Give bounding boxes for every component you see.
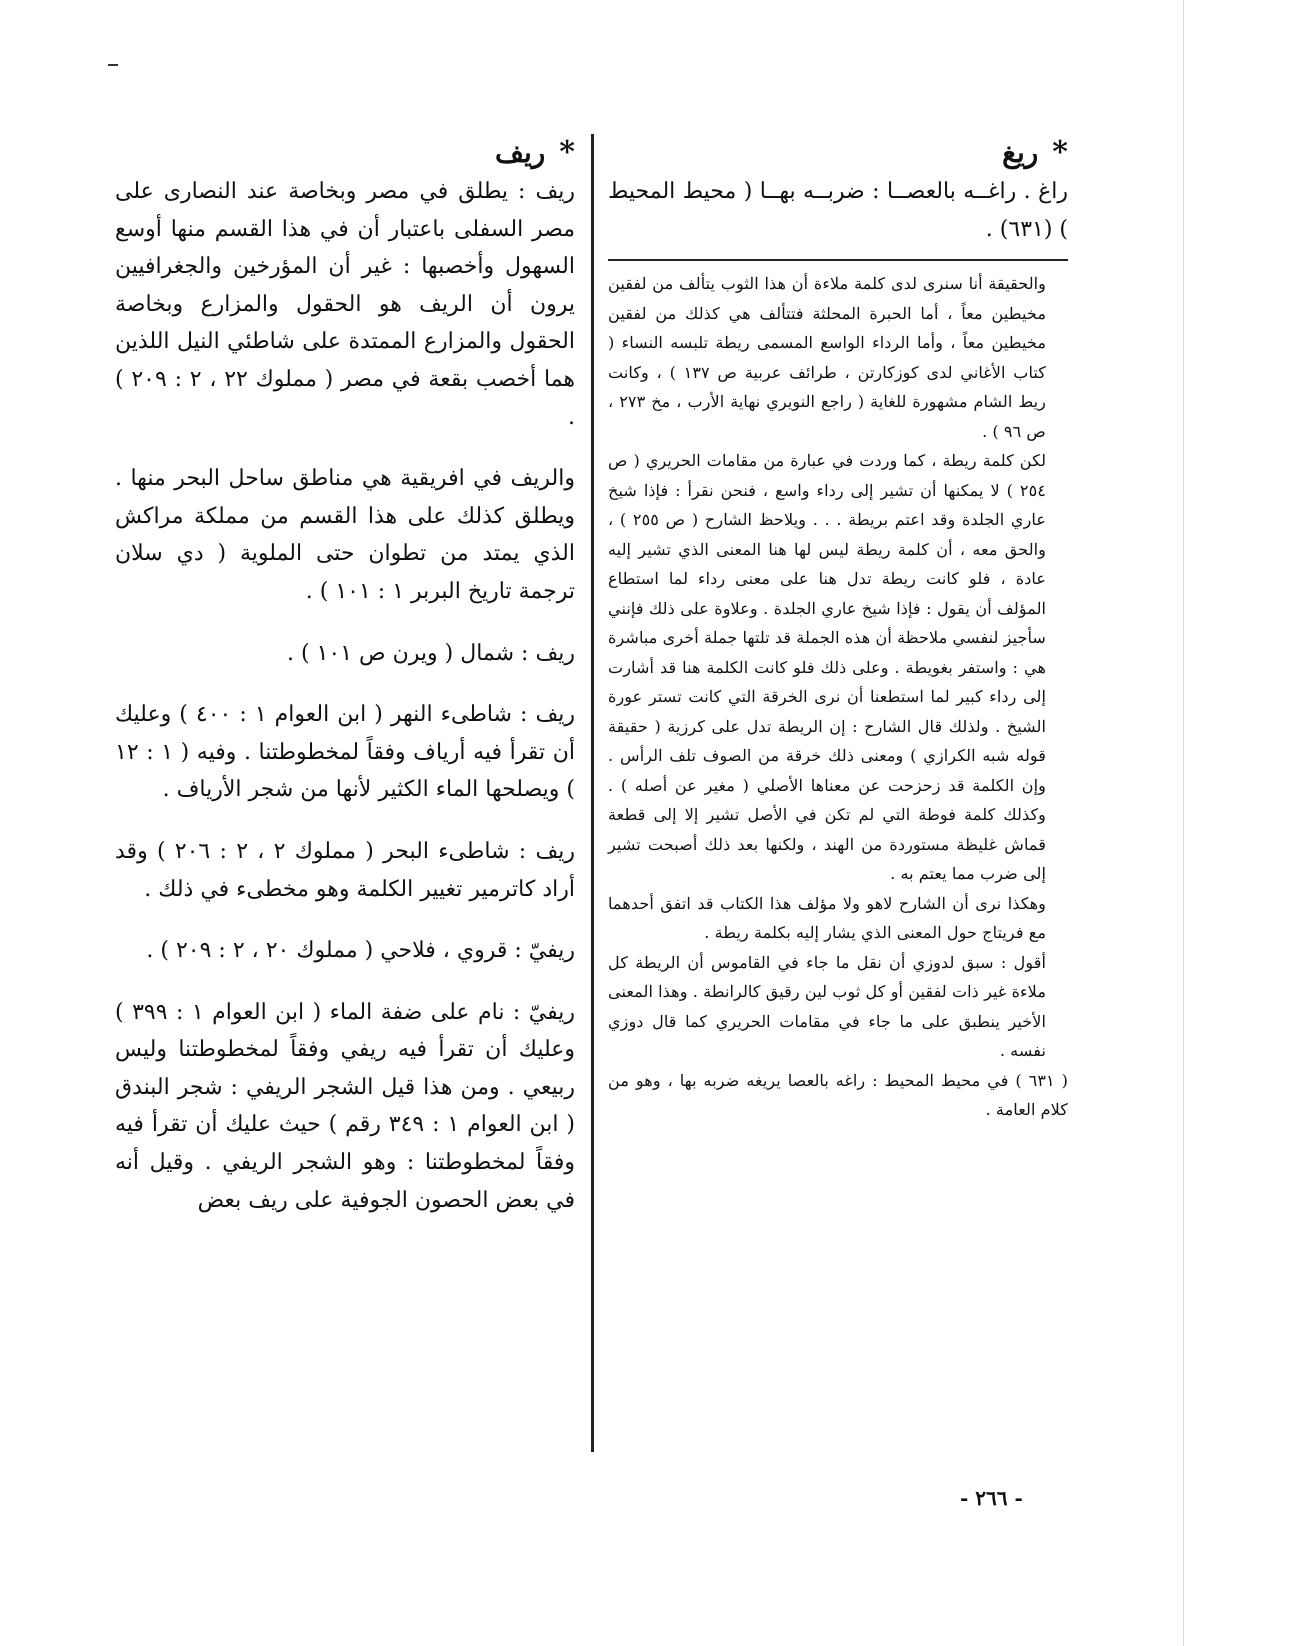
scan-mark	[108, 64, 118, 66]
note-paragraph: أقول : سبق لدوزي أن نقل ما جاء في القاموس أن الريطة كل ملاءة غير ذات لفقين أو كل ثوب لين رقيق كالرانطة . وهذا المعنى الأخير ينطبق على ما جاء في مقامات الحريري كما قال دوزي نفسه .	[608, 952, 1046, 1060]
entry-text: راغ . راغــه بالعصــا : ضربــه بهــا ( محيط المحيط ) (٦٣١) .	[608, 179, 1068, 242]
entry-paragraph: ريف : شمال ( ويرن ص ١٠١ ) .	[287, 640, 575, 666]
column-divider	[591, 134, 594, 1452]
note-paragraph: لكن كلمة ريطة ، كما وردت في عبارة من مقامات الحريري ( ص ٢٥٤ ) لا يمكنها أن تشير إلى رداء واسع ، فنحن نقرأ : فإذا شيخ عاري الجلدة وقد اعتم بريطة . . . ويلاحظ الشارح ( ص ٢٥٥ ) ، والحق معه ، أن كلمة ريطة ليس لها هنا المعنى الذي تشير إليه عادة ، فلو كانت ريطة تدل هنا على معنى رداء لما استطاع المؤلف أن يقول : فإذا شيخ عاري الجلدة . وعلاوة على ذلك فإنني سأجيز لنفسي ملاحظة أن هذه الجملة قد تلتها جملة أخرى مباشرة هي : واستفر بغويطة . وعلى ذلك فلو كانت الكلمة هنا قد أشارت إلى رداء كبير لما استطعنا أن نرى الخرقة التي كانت تستر عورة الشيخ . ولذلك قال الشارح : إن الريطة تدل على كرزية ( حقيقة قوله شبه الكرازي ) ومعنى ذلك خرقة من الصوف تلف الرأس . وإن الكلمة قد زحزحت عن معناها الأصلي ( مغير عن أصله ) . وكذلك كلمة فوطة التي لم تكن في الأصل تشير إلا إلى قطعة قماش غليظة مستوردة من الهند ، ولكنها بعد ذلك أصبحت تشير إلى ضرب مما يعتم به .	[608, 451, 1046, 883]
entry-paragraph: والريف في افريقية هي مناطق ساحل البحر منها . ويطلق كذلك على هذا القسم من مملكة مراكش الذي يمتد من تطوان حتى الملوية ( دي سلان ترجمة تاريخ البربر ١ : ١٠١ ) .	[115, 466, 575, 604]
entry-heading-righ	[608, 133, 1068, 173]
heading-text: ريف	[494, 136, 546, 169]
footnote-rule	[608, 259, 1068, 261]
entry-paragraph: ريف : يطلق في مصر وبخاصة عند النصارى على مصر السفلى باعتبار أن في هذا القسم منها أوسع السهول وأخصبها : غير أن المؤرخين والجغرافيين يرون أن الريف هو الحقول والمزارع وبخاصة الحقول والمزارع الممتدة على شاطئي النيل اللذين هما أخصب بقعة في مصر ( مملوك ٢٢ ، ٢ : ٢٠٩ ) .	[115, 179, 576, 430]
right-column	[608, 133, 1068, 1125]
note-paragraph: والحقيقة أنا سنرى لدى كلمة ملاءة أن هذا الثوب يتألف من لفقين مخيطين معاً ، أما الحبرة المحلثة فتتألف هي كذلك من لفقين مخيطين معاً ، وأما الرداء الواسع المسمى ريطة تلبسه النساء ( كتاب الأغاني لدى كوزكارتن ، طرائف عربية ص ١٣٧ ) ، وكانت ريط الشام مشهورة للغاية ( راجع النويري نهاية الأرب ، مخ ٢٧٣ ، ص ٩٦ ) .	[608, 274, 1047, 441]
entry-paragraph: ريف : شاطىء النهر ( ابن العوام ١ : ٤٠٠ ) وعليك أن تقرأ فيه أرياف وفقاً لمخطوطتنا . وفيه ( ١ : ١٢ ) ويصلحها الماء الكثير لأنها من شجر الأرياف .	[115, 702, 575, 803]
star-icon: *	[1052, 135, 1068, 170]
page-edge-line	[1183, 0, 1184, 1646]
star-icon: *	[559, 135, 575, 170]
entry-paragraph: ريفيّ : قروي ، فلاحي ( مملوك ٢٠ ، ٢ : ٢٠٩ ) .	[146, 938, 575, 964]
left-column	[115, 133, 575, 1243]
heading-text: ريغ	[1002, 136, 1039, 169]
footnote: ( ٦٣١ ) في محيط المحيط : راغه بالعصا يريغه ضربه بها ، وهو من كلام العامة .	[608, 1070, 1068, 1119]
entry-paragraph: ريفيّ : نام على ضفة الماء ( ابن العوام ١ : ٣٩٩ ) وعليك أن تقرأ فيه ريفي وفقاً لمخطوطتنا وليس ربيعي . ومن هذا قيل الشجر الريفي : شجر البندق ( ابن العوام ١ : ٣٤٩ رقم ) حيث عليك أن تقرأ فيه وفقاً لمخطوطتنا : وهو الشجر الريفي . وقيل أنه في بعض الحصون الجوفية على ريف بعض	[115, 999, 576, 1213]
note-paragraph: وهكذا نرى أن الشارح لاهو ولا مؤلف هذا الكتاب قد اتفق أحدهما مع فريتاج حول المعنى الذي يشار إليه بكلمة ريطة .	[608, 893, 1046, 942]
entry-paragraph: ريف : شاطىء البحر ( مملوك ٢ ، ٢ : ٢٠٦ ) وقد أراد كاترمير تغيير الكلمة وهو مخطىء في ذلك .	[115, 838, 575, 902]
page-number: - ٢٦٦ -	[960, 1486, 1023, 1510]
notes-block	[608, 269, 1068, 1066]
entry-heading-rif	[115, 133, 575, 173]
